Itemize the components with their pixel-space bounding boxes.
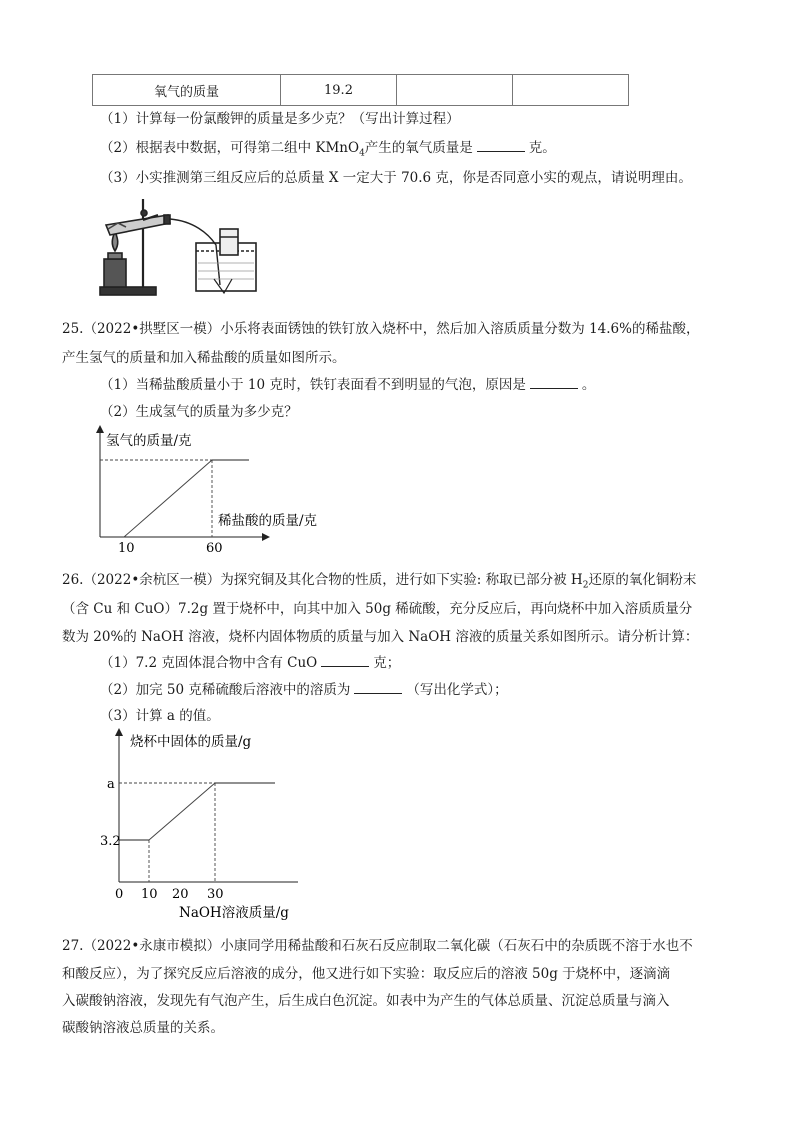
x-axis-label: 稀盐酸的质量/克: [218, 513, 318, 529]
q26-stem-line3: 数为 20%的 NaOH 溶液，烧杯内固体物质的质量与加入 NaOH 溶液的质量关系如图所示。请分析计算：: [62, 629, 699, 645]
q24-sub1: （1）计算每一份氯酸钾的质量是多少克？（写出计算过程）: [100, 111, 460, 127]
q25-sub2: （2）生成氢气的质量为多少克？: [100, 404, 298, 420]
table-cell-value: 19.2: [281, 75, 397, 106]
q26-sub3: （3）计算 a 的值。: [100, 708, 220, 724]
answer-blank[interactable]: [321, 654, 369, 667]
table-cell-empty: [397, 75, 513, 106]
q26-sub1: （1）7.2 克固体混合物中含有 CuO 克；: [100, 655, 401, 671]
q26-sub2: （2）加完 50 克稀硫酸后溶液中的溶质为 （写出化学式）；: [100, 682, 508, 698]
y-axis-label: 氢气的质量/克: [106, 433, 192, 449]
x-tick-label: 10: [141, 887, 158, 902]
answer-blank[interactable]: [530, 376, 578, 389]
solid-mass-chart: [100, 728, 300, 920]
q26-stem-line1: 26.（2022•余杭区一模）为探究铜及其化合物的性质，进行如下实验: 称取已部分被 $H_2$还原的氧化铜粉末: [62, 572, 697, 591]
q27-stem-line3: 入碳酸钠溶液，发现先有气泡产生，后生成白色沉淀。如表中为产生的气体总质量、沉淀总质量与滴入: [62, 993, 670, 1009]
x-tick-label: 20: [172, 887, 189, 902]
series-line-rise: [124, 460, 212, 537]
q27-stem-line4: 碳酸钠溶液总质量的关系。: [62, 1020, 224, 1036]
answer-blank[interactable]: [477, 139, 525, 152]
hydrogen-chart: [86, 425, 318, 556]
lab-apparatus-illustration: [98, 193, 260, 301]
q24-sub2: （2）根据表中数据，可得第二组中 KMnO$_4$产生的氧气质量是 克。: [100, 140, 556, 159]
x-tick-label: 10: [118, 541, 135, 556]
q25-stem-line2: 产生氢气的质量和加入稀盐酸的质量如图所示。: [62, 350, 346, 366]
x-tick-label: 0: [115, 887, 124, 902]
table-row: [93, 75, 629, 106]
y-tick-label: a: [107, 777, 115, 792]
x-tick-label: 60: [206, 541, 223, 556]
q27-stem-line2: 和酸反应），为了探究反应后溶液的成分，他又进行如下实验：取反应后的溶液 50g 于烧杯中，逐滴滴: [62, 966, 671, 982]
answer-blank[interactable]: [354, 681, 402, 694]
x-axis-label: NaOH溶液质量/g: [179, 905, 289, 921]
q27-stem-line1: 27.（2022•永康市模拟）小康同学用稀盐酸和石灰石反应制取二氧化碳（石灰石中的杂质既不溶于水也不: [62, 938, 693, 954]
q25-stem-line1: 25.（2022•拱墅区一模）小乐将表面锈蚀的铁钉放入烧杯中，然后加入溶质质量分数为 14.6%的稀盐酸，: [62, 321, 700, 337]
table-cell-label: 氧气的质量: [93, 75, 281, 106]
q25-sub1: （1）当稀盐酸质量小于 10 克时，铁钉表面看不到明显的气泡，原因是 。: [100, 377, 596, 393]
q24-sub3: （3）小实推测第三组反应后的总质量 X 一定大于 70.6 克，你是否同意小实的观点，请说明理由。: [100, 170, 692, 186]
table-cell-empty: [513, 75, 629, 106]
x-tick-label: 30: [207, 887, 224, 902]
y-tick-label: 3.2: [100, 834, 121, 849]
y-axis-label: 烧杯中固体的质量/g: [130, 734, 252, 750]
data-table: [92, 74, 629, 106]
q26-stem-line2: （含 Cu 和 CuO）7.2g 置于烧杯中，向其中加入 50g 稀硫酸，充分反应后，再向烧杯中加入溶质质量分: [62, 601, 693, 617]
series-line-rise: [149, 783, 215, 840]
